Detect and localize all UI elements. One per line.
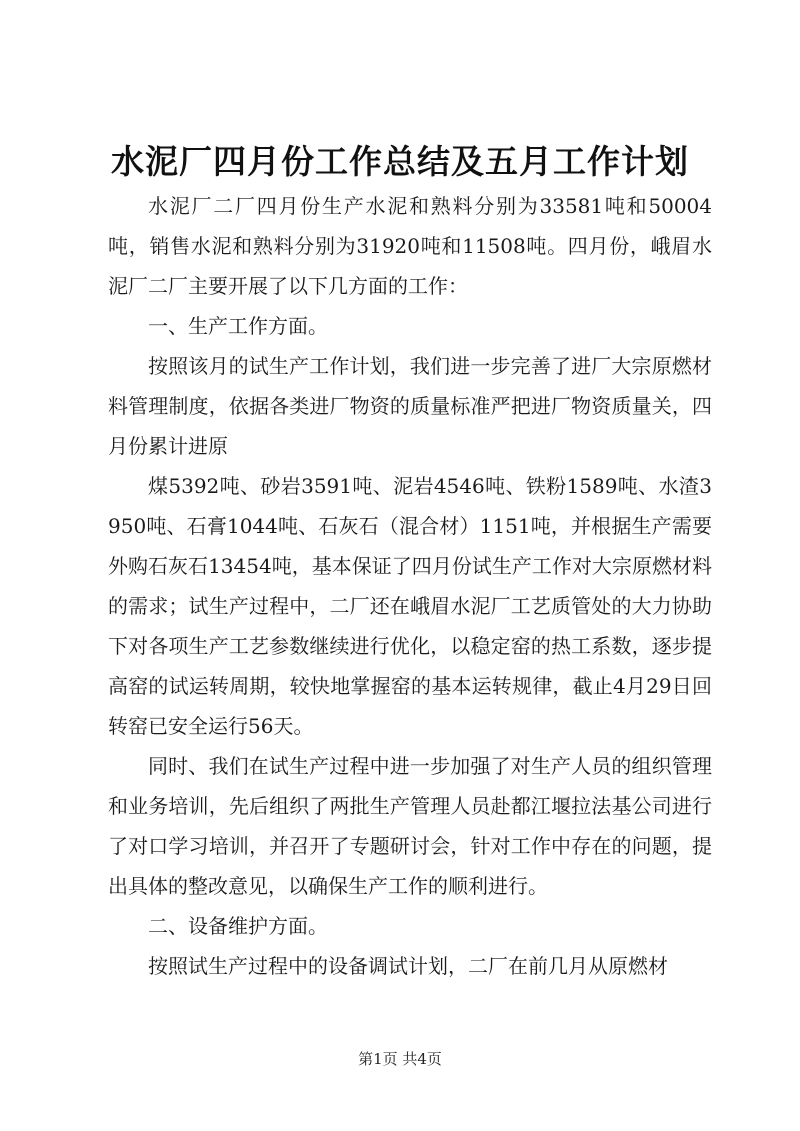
paragraph-intro: 水泥厂二厂四月份生产水泥和熟料分别为33581吨和50004吨，销售水泥和熟料分别为31920吨和11508吨。四月份，峨眉水泥厂二厂主要开展了以下几方面的工作：: [108, 194, 712, 298]
document-body: [108, 186, 712, 986]
paragraph-materials-quantities: 煤5392吨、砂岩3591吨、泥岩4546吨、铁粉1589吨、水渣3950吨、石膏1044吨、石灰石（混合材）1151吨，并根据生产需要外购石灰石13454吨，基本保证了四月份试生产工作对大宗原燃材料的需求；试生产过程中，二厂还在峨眉水泥厂工艺质管处的大力协助下对各项生产工艺参数继续进行优化，以稳定窑的热工系数，逐步提高窑的试运转周期，较快地掌握窑的基本运转规律，截止4月29日回转窑已安全运行56天。: [108, 474, 712, 738]
document-title: 水泥厂四月份工作总结及五月工作计划: [111, 142, 689, 181]
page-footer: 第1页 共4页: [358, 1050, 442, 1068]
paragraph-materials-management: 按照该月的试生产工作计划，我们进一步完善了进厂大宗原燃材料管理制度，依据各类进厂物资的质量标准严把进厂物资质量关，四月份累计进原: [108, 354, 712, 458]
paragraph-equipment: 按照试生产过程中的设备调试计划，二厂在前几月从原燃材: [148, 954, 668, 978]
section-heading-equipment: 二、设备维护方面。: [148, 914, 328, 938]
paragraph-training: 同时、我们在试生产过程中进一步加强了对生产人员的组织管理和业务培训，先后组织了两批生产管理人员赴都江堰拉法基公司进行了对口学习培训，并召开了专题研讨会，针对工作中存在的问题，提出具体的整改意见，以确保生产工作的顺利进行。: [108, 754, 712, 898]
section-heading-production: 一、生产工作方面。: [148, 314, 328, 338]
